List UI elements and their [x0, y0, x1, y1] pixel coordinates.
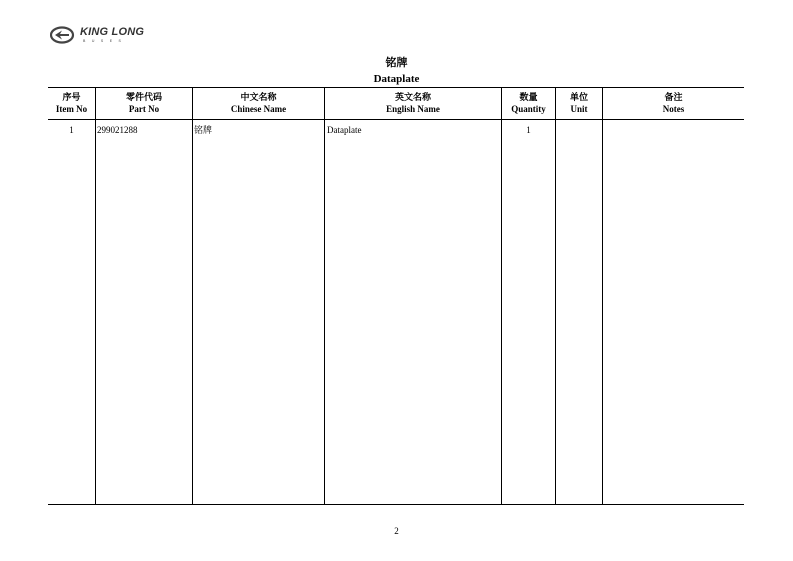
- page-number: 2: [394, 526, 399, 536]
- cell-chinese-name: 铭牌: [194, 125, 213, 135]
- logo-wordmark: KING LONG: [80, 26, 145, 38]
- header-notes-en: Notes: [662, 104, 685, 114]
- page-title-english: Dataplate: [373, 73, 420, 85]
- column-divider: [324, 88, 325, 505]
- header-item-no-cn: 序号: [62, 92, 81, 102]
- header-quantity: [502, 91, 555, 115]
- column-divider: [501, 88, 502, 505]
- table-bottom-border: [48, 504, 744, 505]
- header-english-name-cn: 英文名称: [394, 92, 431, 102]
- header-unit: [556, 91, 602, 115]
- header-chinese-name: [193, 91, 324, 115]
- column-divider: [602, 88, 603, 505]
- header-notes-cn: 备注: [664, 92, 683, 102]
- header-quantity-cn: 数量: [519, 92, 538, 102]
- cell-part-no: 299021288: [97, 125, 138, 135]
- column-divider: [555, 88, 556, 505]
- header-english-name-en: English Name: [386, 104, 440, 114]
- header-unit-cn: 单位: [569, 92, 588, 102]
- header-chinese-name-cn: 中文名称: [240, 92, 277, 102]
- header-unit-en: Unit: [570, 104, 588, 114]
- header-quantity-en: Quantity: [511, 104, 546, 114]
- cell-quantity: 1: [526, 125, 531, 135]
- column-divider: [192, 88, 193, 505]
- header-notes: [603, 91, 744, 115]
- logo-subtext: BUSES: [83, 39, 128, 43]
- header-item-no: [48, 91, 95, 115]
- page-title-chinese: 铭牌: [385, 57, 408, 69]
- table-header-divider: [48, 119, 744, 120]
- header-part-no-en: Part No: [128, 104, 160, 114]
- header-item-no-en: Item No: [55, 104, 88, 114]
- column-divider: [95, 88, 96, 505]
- header-english-name: [325, 91, 501, 115]
- header-chinese-name-en: Chinese Name: [230, 104, 287, 114]
- cell-english-name: Dataplate: [327, 125, 362, 135]
- king-long-emblem-icon: [50, 26, 76, 44]
- table-top-border: [48, 87, 744, 88]
- header-part-no-cn: 零件代码: [125, 92, 162, 102]
- header-part-no: [96, 91, 192, 115]
- king-long-logo: [50, 25, 160, 47]
- cell-item-no: 1: [69, 125, 74, 135]
